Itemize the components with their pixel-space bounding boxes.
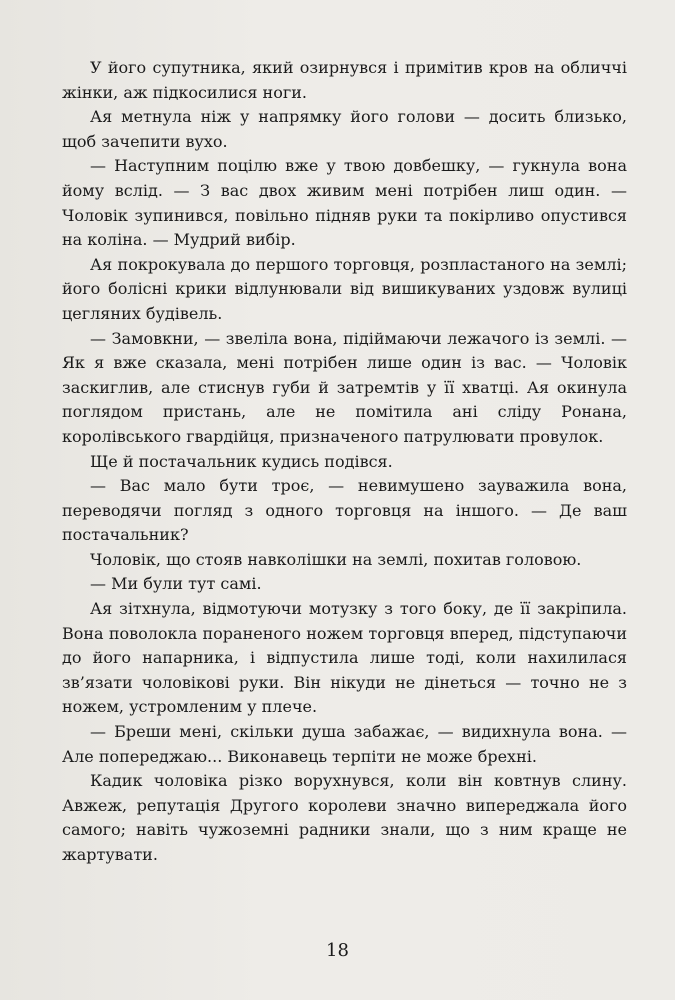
paragraph-6: Ще й постачальник кудись подівся.	[90, 451, 393, 471]
paragraph-4: Ая покрокувала до першого торговця, розпластаного на землі; його болісні крики відлунювали від вишикуваних уздовж вулиці цегляних будівель.	[62, 254, 627, 323]
paragraph-10: Ая зітхнула, відмотуючи мотузку з того боку, де її закріпила. Вона поволокла пораненого ножем торговця вперед, підступаючи до його напарника, і відпустила лише тоді, коли нахилилася зв’язати чоловікові руки. Він нікуди не дінеться — точно не з ножем, устромленим у плече.	[62, 599, 627, 717]
page-number: 18	[326, 940, 349, 961]
paragraph-2: Ая метнула ніж у напрямку його голови — досить близько, щоб зачепити вухо.	[62, 107, 627, 151]
body-text	[62, 56, 627, 868]
paragraph-5: — Замовкни, — звеліла вона, підіймаючи лежачого із землі. — Як я вже сказала, мені потрібен лише один із вас. — Чоловік заскиглив, але стиснув губи й затремтів у її хватці. Ая окинула поглядом пристань, але не помітила ані сліду Ронана, королівського гвардійця, призначеного патрулювати провулок.	[62, 328, 627, 446]
paragraph-8: Чоловік, що стояв навколішки на землі, похитав головою.	[90, 549, 582, 569]
paragraph-11: — Бреши мені, скільки душа забажає, — видихнула вона. — Але попереджаю... Виконавець терпіти не може брехні.	[62, 722, 627, 766]
paragraph-7: — Вас мало бути троє, — невимушено зауважила вона, переводячи погляд з одного торговця на іншого. — Де ваш постачальник?	[62, 476, 627, 545]
paragraph-12: Кадик чоловіка різко ворухнувся, коли він ковтнув слину. Авжеж, репутація Другого королеви значно випереджала його самого; навіть чужоземні радники знали, що з ним краще не жартувати.	[62, 771, 627, 864]
paragraph-9: — Ми були тут самі.	[90, 574, 262, 594]
paragraph-3: — Наступним поцілю вже у твою довбешку, — гукнула вона йому вслід. — З вас двох живим мені потрібен лиш один. — Чоловік зупинився, повільно підняв руки та покірливо опустився на коліна. — Мудрий вибір.	[62, 156, 627, 250]
paragraph-1: У його супутника, який озирнувся і примітив кров на обличчі жінки, аж підкосилися ноги.	[62, 58, 627, 102]
